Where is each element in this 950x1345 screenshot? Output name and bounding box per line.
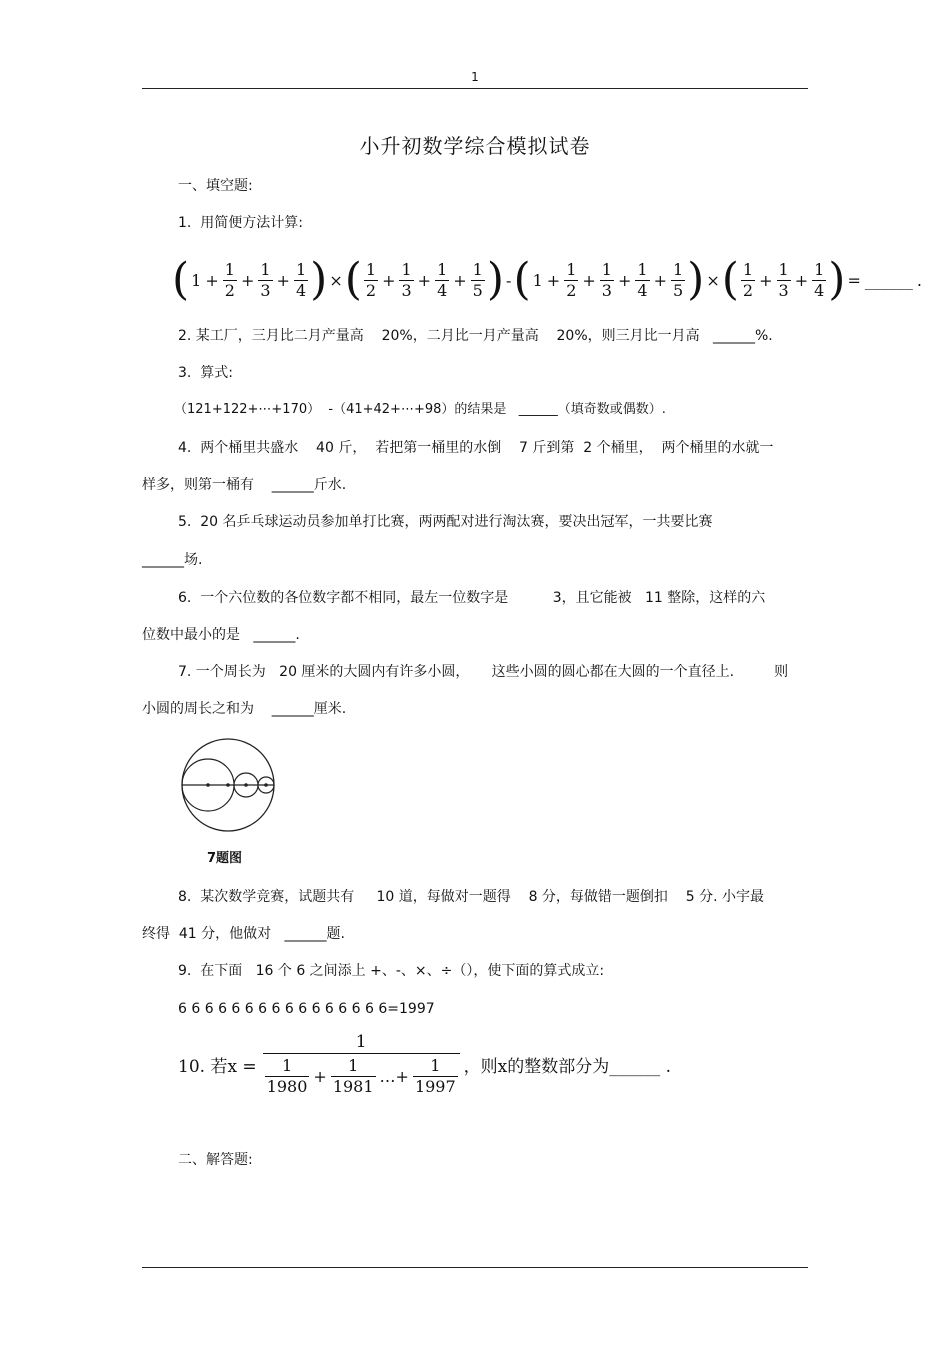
q7-circle-figure bbox=[178, 735, 278, 839]
document-title: 小升初数学综合模拟试卷 bbox=[359, 134, 591, 158]
center-dot-3 bbox=[264, 783, 268, 787]
center-dot-2 bbox=[244, 783, 248, 787]
q6-line1: 6. 一个六位数的各位数字都不相同，最左一位数字是 3，且它能被 11 整除，这样的六 bbox=[178, 590, 766, 606]
q3-prompt: 3. 算式: bbox=[178, 365, 233, 381]
section-answer: 二、解答题: bbox=[178, 1152, 253, 1168]
q1-formula: ( 1 + $\frac{1}{2}$ + $\frac{1}{3}$ + $\frac{1}{4}$ ) × ( $\frac{1}{2}$ + $\frac{1}{3}$ + $\frac{1}{4}$ + $\frac{1}{5}$ ) - ( 1 + $\frac{1}{2}$ + $\frac{1}{3}$ + $\frac{1}{4}$ + $\frac{1}{5}$ ) × ( $\frac{1}{2}$ + $\frac{1}{3}$ + $\frac{1}{4}$ ) = ______ . bbox=[172, 254, 922, 305]
q4-line1: 4. 两个桶里共盛水 40 斤， 若把第一桶里的水倒 7 斤到第 2 个桶里， 两个桶里的水就一 bbox=[178, 440, 774, 456]
q9-line1: 9. 在下面 16 个 6 之间添上 +、-、×、÷（），使下面的算式成立: bbox=[178, 963, 605, 979]
q1-prompt: 1. 用简便方法计算: bbox=[178, 215, 303, 231]
q8-line2: 终得 41 分，他做对 ______题. bbox=[142, 926, 345, 942]
q7-figure-caption: 7题图 bbox=[207, 851, 243, 866]
footer-rule bbox=[142, 1267, 808, 1268]
q10-formula: 10. 若x = 1 $\frac{1}{1980}$ + $\frac{1}{1981}$ …+ $\frac{1}{1997}$ ，则x的整数部分为______ . bbox=[178, 1032, 672, 1096]
q9-line2: 6 6 6 6 6 6 6 6 6 6 6 6 6 6 6 6=1997 bbox=[178, 1001, 435, 1017]
q5-line1: 5. 20 名乒乓球运动员参加单打比赛，两两配对进行淘汰赛，要决出冠军，一共要比赛 bbox=[178, 514, 713, 530]
q7-line1: 7. 一个周长为 20 厘米的大圆内有许多小圆， 这些小圆的圆心都在大圆的一个直径上. 则 bbox=[178, 664, 789, 680]
q4-line2: 样多，则第一桶有 ______斤水. bbox=[142, 477, 347, 493]
q6-line2: 位数中最小的是 ______. bbox=[142, 627, 300, 643]
section-fill-in: 一、填空题: bbox=[178, 178, 253, 194]
q3-expression: （121+122+⋯+170） -（41+42+⋯+98）的结果是 ______（填奇数或偶数）. bbox=[174, 402, 666, 417]
center-dot-1 bbox=[206, 783, 210, 787]
header-rule bbox=[142, 88, 808, 89]
q7-line2: 小圆的周长之和为 ______厘米. bbox=[142, 701, 347, 717]
q2-text: 2. 某工厂，三月比二月产量高 20%，二月比一月产量高 20%，则三月比一月高 ______%. bbox=[178, 328, 773, 344]
page-number: 1 bbox=[471, 70, 479, 84]
q1-answer-blank: ______ bbox=[864, 270, 913, 290]
center-dot-big bbox=[226, 783, 230, 787]
q5-line2: ______场. bbox=[142, 552, 203, 568]
q8-line1: 8. 某次数学竞赛，试题共有 10 道，每做对一题得 8 分，每做错一题倒扣 5 分. 小宇最 bbox=[178, 889, 764, 905]
